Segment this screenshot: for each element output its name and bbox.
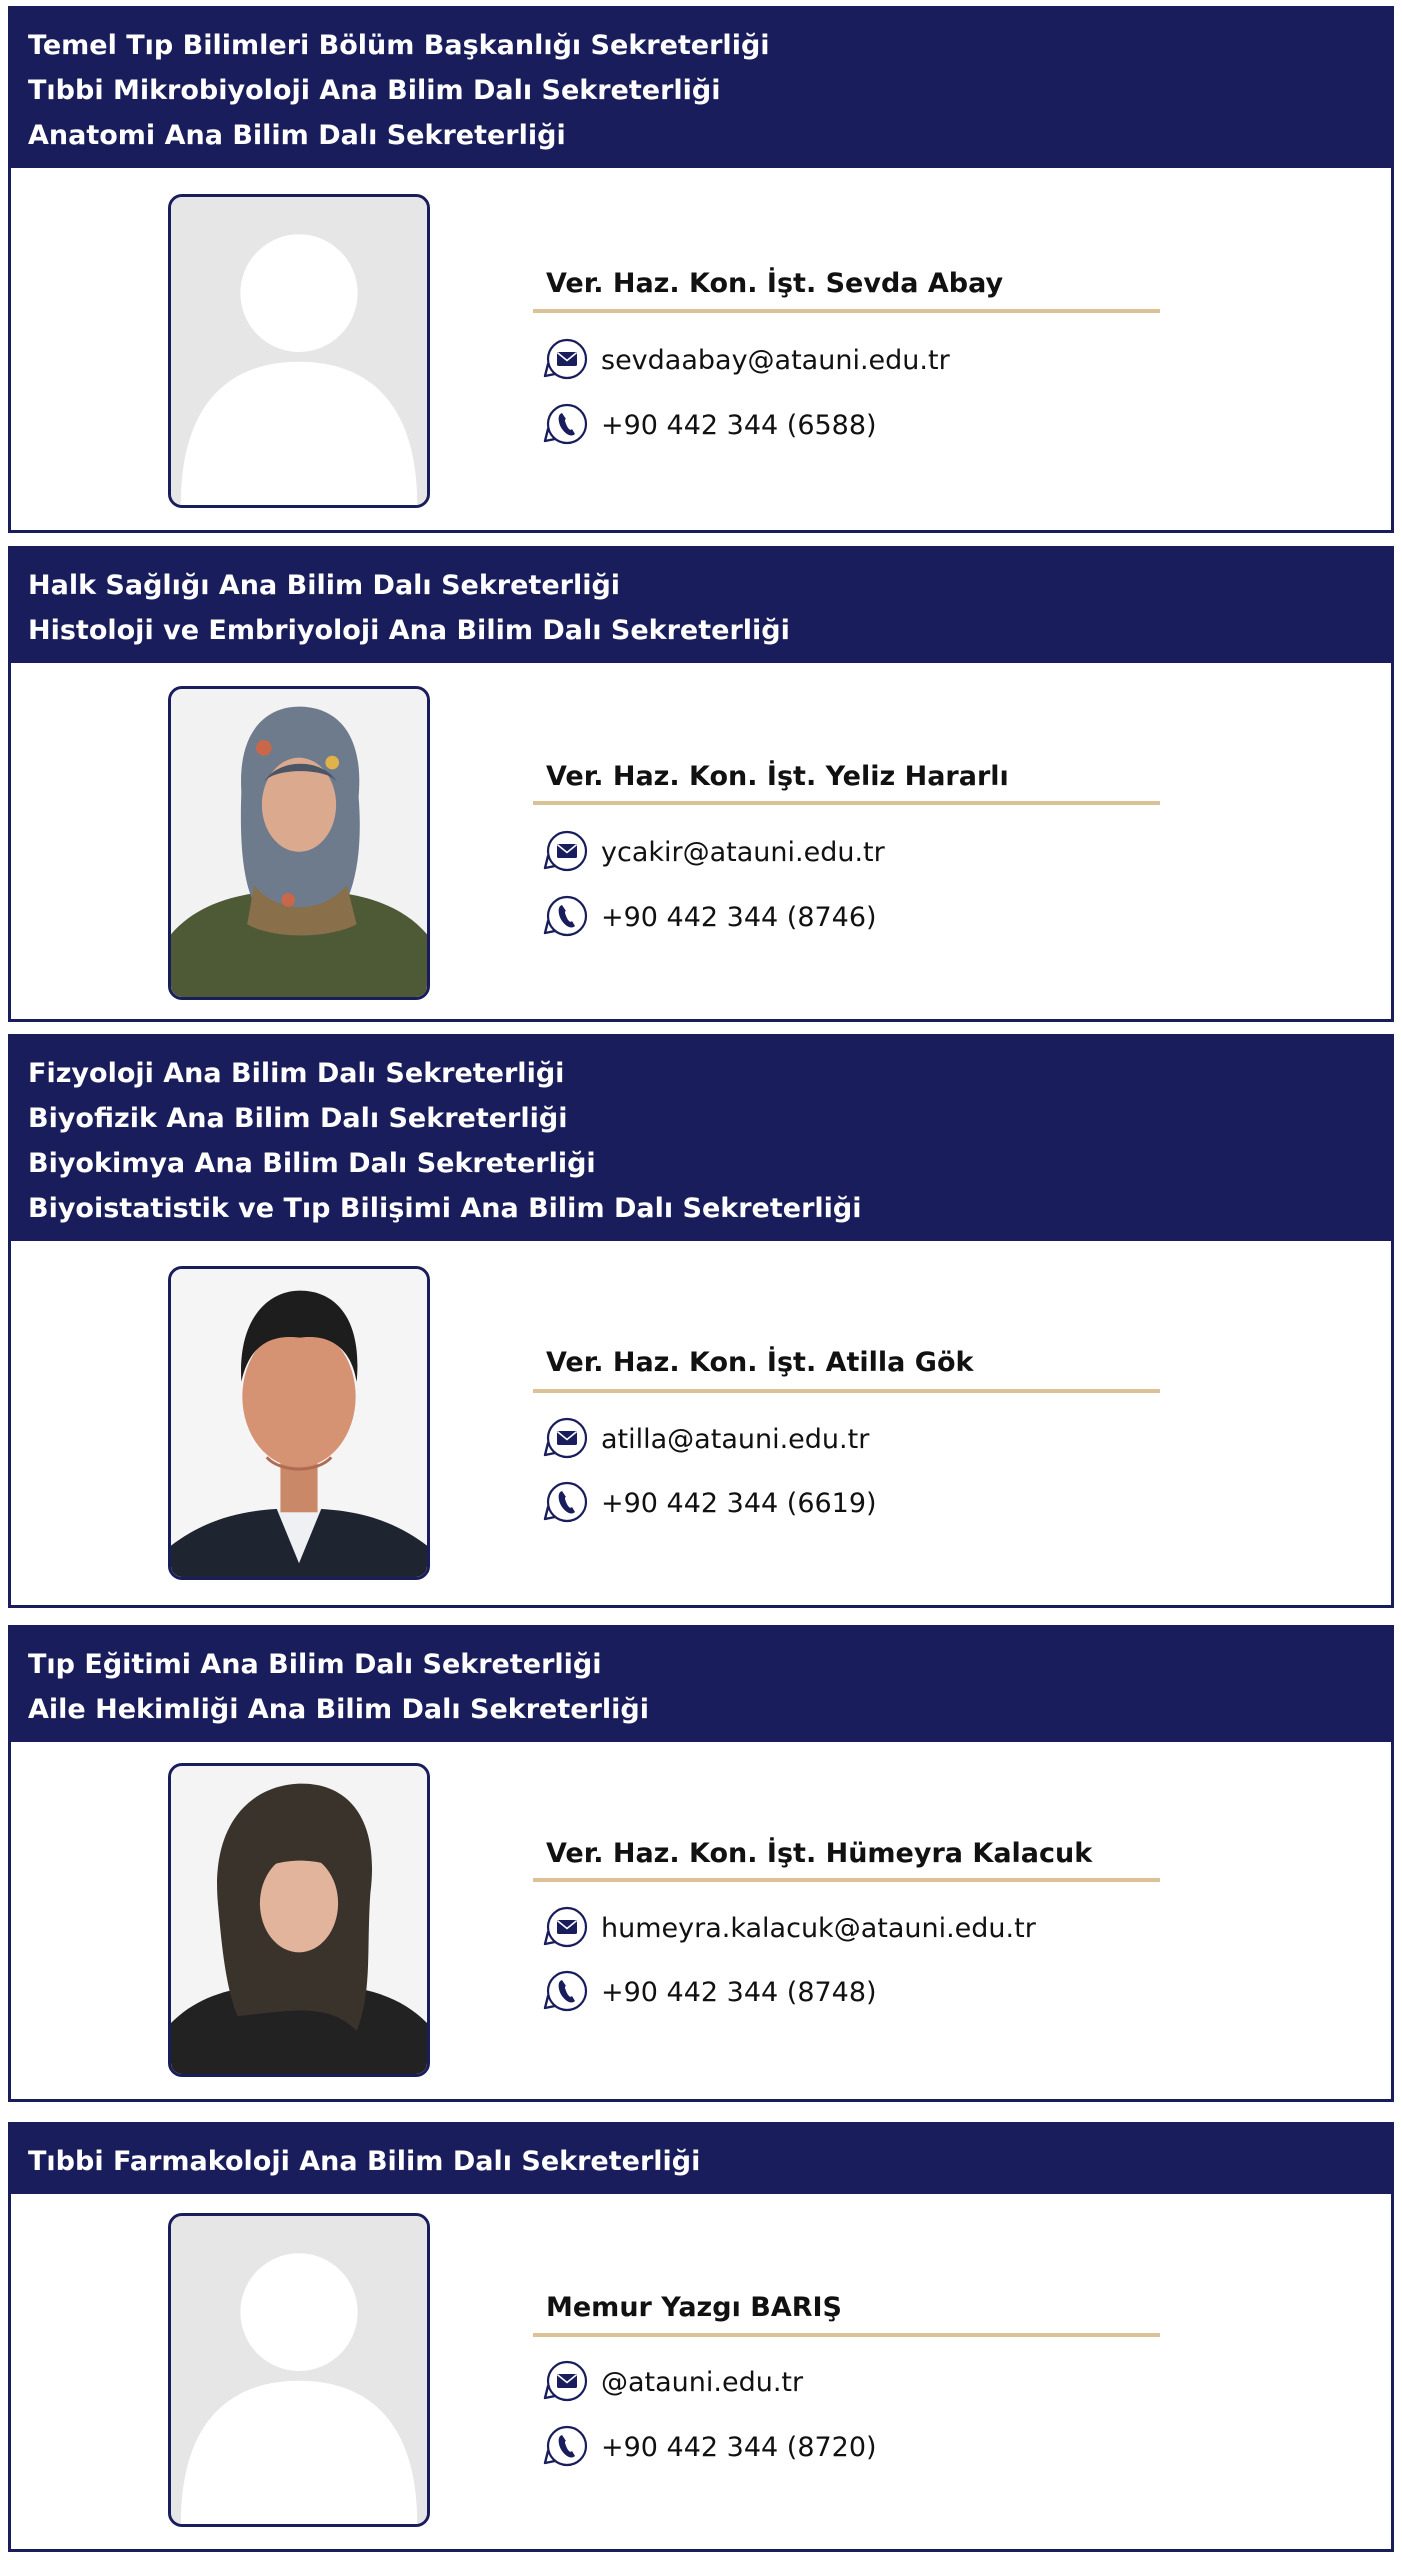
envelope-icon [541,2358,589,2406]
avatar-photo [168,1266,430,1580]
name-divider [533,801,1160,805]
phone-number[interactable]: +90 442 344 (6588) [601,409,877,441]
email-row[interactable] [541,336,950,384]
card-header [11,1037,1391,1241]
phone-row[interactable] [541,2423,877,2471]
email-link[interactable]: atilla@atauni.edu.tr [601,1423,870,1455]
department-title: Tıbbi Mikrobiyoloji Ana Bilim Dalı Sekreterliği [28,75,721,106]
email-row[interactable] [541,828,885,876]
person-name: Ver. Haz. Kon. İşt. Yeliz Hararlı [546,761,1009,792]
contact-card [8,1625,1394,2102]
phone-icon [541,2423,589,2471]
person-name: Ver. Haz. Kon. İşt. Hümeyra Kalacuk [546,1838,1093,1869]
card-header [11,2125,1391,2194]
email-link[interactable]: @atauni.edu.tr [601,2366,804,2398]
envelope-icon [541,336,589,384]
phone-icon [541,401,589,449]
email-row[interactable] [541,1415,869,1463]
name-divider [533,1389,1160,1393]
department-title: Biyoistatistik ve Tıp Bilişimi Ana Bilim Dalı Sekreterliği [28,1193,862,1224]
person-name: Ver. Haz. Kon. İşt. Sevda Abay [546,268,1004,299]
person-silhouette-icon [171,2216,427,2524]
person-name: Ver. Haz. Kon. İşt. Atilla Gök [546,1347,974,1378]
phone-row[interactable] [541,1968,877,2016]
avatar-photo [168,1763,430,2077]
phone-icon [541,893,589,941]
department-title: Tıbbi Farmakoloji Ana Bilim Dalı Sekreterliği [28,2146,701,2177]
email-row[interactable] [541,1904,1036,1952]
department-title: Biyofizik Ana Bilim Dalı Sekreterliği [28,1103,568,1134]
portrait-photo [171,1269,427,1577]
phone-row[interactable] [541,1479,877,1527]
department-title: Temel Tıp Bilimleri Bölüm Başkanlığı Sekreterliği [28,30,770,61]
department-title: Anatomi Ana Bilim Dalı Sekreterliği [28,120,566,151]
portrait-photo [171,689,427,997]
department-title: Aile Hekimliği Ana Bilim Dalı Sekreterliği [28,1694,649,1725]
name-divider [533,2333,1160,2337]
phone-number[interactable]: +90 442 344 (8720) [601,2431,877,2463]
phone-icon [541,1968,589,2016]
phone-number[interactable]: +90 442 344 (8746) [601,901,877,933]
contact-card [8,546,1394,1022]
department-title: Tıp Eğitimi Ana Bilim Dalı Sekreterliği [28,1649,602,1680]
avatar-placeholder [168,2213,430,2527]
portrait-photo [171,1766,427,2074]
phone-row[interactable] [541,401,877,449]
phone-icon [541,1479,589,1527]
email-row[interactable] [541,2358,803,2406]
name-divider [533,1878,1160,1882]
card-header [11,9,1391,168]
email-link[interactable]: sevdaabay@atauni.edu.tr [601,344,950,376]
envelope-icon [541,1415,589,1463]
contact-card [8,6,1394,533]
department-title: Histoloji ve Embriyoloji Ana Bilim Dalı Sekreterliği [28,615,790,646]
department-title: Fizyoloji Ana Bilim Dalı Sekreterliği [28,1058,565,1089]
department-title: Biyokimya Ana Bilim Dalı Sekreterliği [28,1148,596,1179]
card-header [11,1628,1391,1742]
contact-card [8,1034,1394,1608]
department-title: Halk Sağlığı Ana Bilim Dalı Sekreterliği [28,570,621,601]
phone-number[interactable]: +90 442 344 (6619) [601,1487,877,1519]
avatar-placeholder [168,194,430,508]
phone-number[interactable]: +90 442 344 (8748) [601,1976,877,2008]
card-header [11,549,1391,663]
name-divider [533,309,1160,313]
envelope-icon [541,1904,589,1952]
person-name: Memur Yazgı BARIŞ [546,2292,842,2323]
email-link[interactable]: ycakir@atauni.edu.tr [601,836,885,868]
avatar-photo [168,686,430,1000]
email-link[interactable]: humeyra.kalacuk@atauni.edu.tr [601,1912,1036,1944]
person-silhouette-icon [171,197,427,505]
phone-row[interactable] [541,893,877,941]
envelope-icon [541,828,589,876]
contact-card [8,2122,1394,2552]
